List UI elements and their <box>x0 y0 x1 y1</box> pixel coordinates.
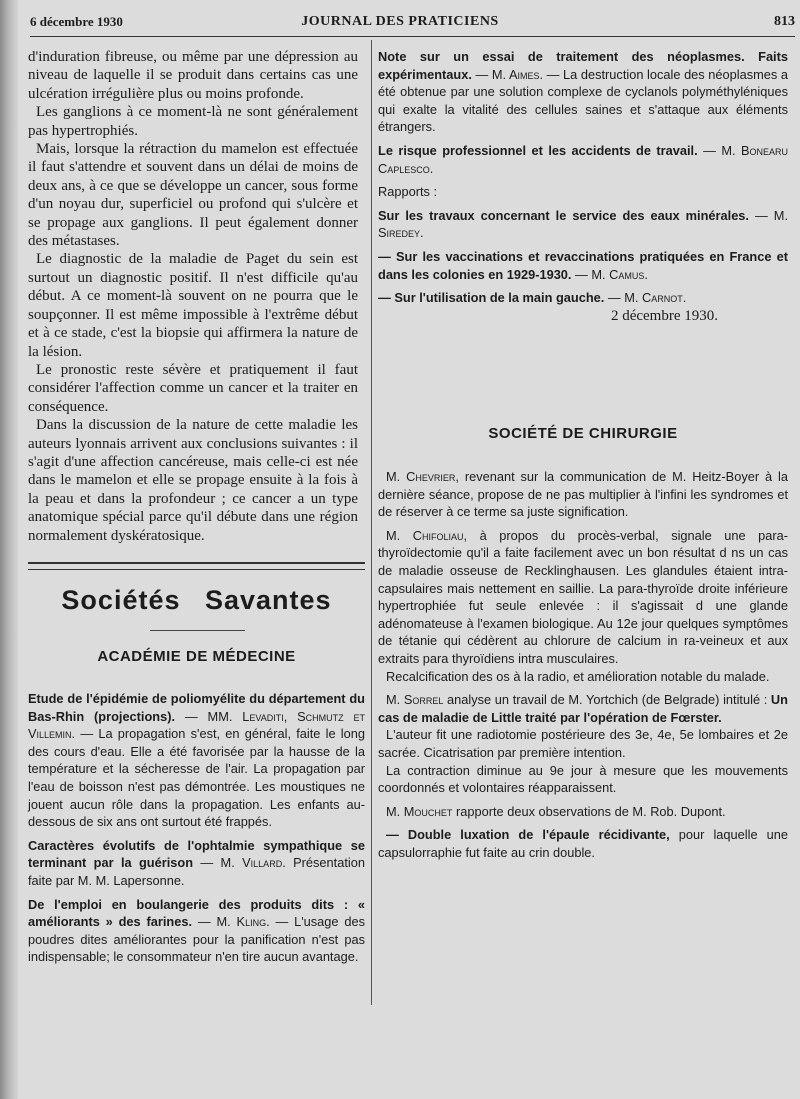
chirurgie-entry <box>378 691 788 726</box>
entry-text: revenant sur la communication de M. Heitz-Boyer à la dernière séance, propose de ne pas multiplier à l'infini les syndromes et de réserver à ce terme sa juste signification. <box>378 469 788 520</box>
entry-authors: M. Sorrel <box>386 692 444 708</box>
title-underline <box>150 630 245 631</box>
section-double-rule <box>28 562 365 570</box>
entry-authors: — M. Kling. <box>192 914 270 930</box>
left-column-article <box>28 48 358 545</box>
entry-authors: — MM. Levaditi, Schmutz et Villemin. <box>28 708 365 742</box>
entry-authors: M. Chevrier, <box>386 469 459 484</box>
header-rule <box>30 36 795 37</box>
note-authors: — M. Bonearu Caplesco. <box>378 142 788 176</box>
academie-entry <box>28 896 365 966</box>
entry-text: rapporte deux observations de M. Rob. Dupont. <box>452 803 726 819</box>
note-title: Le risque professionnel et les accidents de travail. <box>378 142 698 158</box>
header-journal-title: JOURNAL DES PRATICIENS <box>301 14 499 29</box>
chirurgie-entry: Recalcification des os à la radio, et amélioration notable du malade. <box>386 668 770 684</box>
entry-title: Caractères évolutifs de l'ophtalmie sympathique se terminant par la guérison <box>28 837 365 871</box>
entry-title: De l'emploi en boulangerie des produits dits : « améliorants » des farines. <box>28 896 365 930</box>
header-date: 6 décembre 1930 <box>30 14 123 29</box>
societe-chirurgie-heading: SOCIÉTÉ DE CHIRURGIE <box>488 425 678 442</box>
note-authors: — M. Carnot. <box>604 290 687 306</box>
note-title: Note sur un essai de traitement des néoplasmes. Faits expérimentaux. <box>378 49 788 82</box>
chirurgie-entry <box>378 527 788 668</box>
entry-text: analyse un travail de M. Yortchich (de Belgrade) intitulé : <box>443 692 771 708</box>
note-authors: — M. Camus. <box>571 266 648 282</box>
column-divider <box>371 40 372 1005</box>
article-paragraph: Les ganglions à ce moment-là ne sont généralement pas hypertrophiés. <box>28 104 358 139</box>
note-entry <box>378 289 788 307</box>
entry-authors: — M. Villard. <box>193 855 286 871</box>
note-entry <box>378 207 788 242</box>
page-binding-shadow <box>0 0 18 1099</box>
chirurgie-entry: L'auteur fit une radiotomie postérieure des 3e, 4e, 5e lombaires et 2e sacrée. Cicatrisation par première intention. <box>378 727 788 760</box>
entry-title: Un cas de maladie de Little traité par l'opération de Fœrster. <box>378 692 788 725</box>
chirurgie-entry <box>378 468 788 521</box>
chirurgie-entry: La contraction diminue au 9e jour à mesure que les mouvements coordonnés et volontaires réapparaissent. <box>378 762 788 796</box>
page-header <box>30 14 795 36</box>
chirurgie-entry <box>378 826 788 861</box>
academie-entries <box>28 690 365 966</box>
academie-medecine-heading: ACADÉMIE DE MÉDECINE <box>97 648 296 665</box>
societes-savantes-title: Sociétés Savantes <box>61 585 332 615</box>
article-paragraph: Le pronostic reste sévère et pratiquement il faut considérer l'affection comme un cancer et la traiter en conséquence. <box>28 361 358 415</box>
academie-entry <box>28 837 365 890</box>
note-title: — Sur les vaccinations et revaccinations pratiquées en France et dans les colonies en 1929-1930. <box>378 248 788 282</box>
header-page-number: 813 <box>774 14 795 29</box>
article-paragraph: Mais, lorsque la rétraction du mamelon est effectuée il faut s'attendre et souvent dans un délai de moins de deux ans, à ce que se développe un cancer, sous forme d'un noyau dur, superficiel ou profond qui s'ulcère et se propage aux ganglions. Il peut également donner des métastases. <box>28 141 358 250</box>
entry-authors: M. Mouchet <box>386 803 453 819</box>
entry-authors: M. Chifoliau, <box>386 527 468 543</box>
note-entry <box>378 142 788 177</box>
chirurgie-entry <box>378 803 788 821</box>
chirurgie-entries <box>378 468 788 861</box>
entry-text: Présentation faite par M. M. Lapersonne. <box>28 855 365 888</box>
academie-entry <box>28 690 365 831</box>
note-entry <box>378 248 788 283</box>
article-paragraph: Le diagnostic de la maladie de Paget du sein est surtout un diagnostic positif. Il n'est difficile qu'au début. A ce moment-là souvent on ne pourra que le soupçonner. Il est même impossible à l'extrême début et à ce stade, c'est la biopsie qui affirmera la nature de la lésion. <box>28 251 358 360</box>
entry-text: pour laquelle une capsulorraphie fut faite au crin double. <box>378 827 788 860</box>
entry-text: à propos du procès-verbal, signale une para-thyroïdectomie qu'il a faite facilement avec un bon résultat d ns un cas de maladie osseuse de Recklinghausen. Les glandules étaient intra-capsulaires mais nettement en saillie. La para-thyroïde droite inférieure hypertrophiée fut seule enlevée : il s'agissait d une glande adénomateuse à l'examen biologique. Au 12e jour quelques symptômes de tétanie qui cédèrent au chlorure de calcium in ra-veineux et aux extraits para thyroïdiens intra musculaires. <box>378 527 788 666</box>
note-authors: — M. Aimes. <box>471 66 544 82</box>
note-authors: — M. Siredey. <box>378 207 789 241</box>
note-title: — Sur l'utilisation de la main gauche. <box>378 290 605 306</box>
entry-text: — L'usage des poudres dites améliorantes pour la panification n'est pas indispensable; le consommateur n'en tire aucun avantage. <box>28 914 365 965</box>
article-paragraph: d'induration fibreuse, ou même par une dépression au niveau de laquelle il se produit dans certains cas une ulcération irrégulière plus ou moins profonde. <box>28 49 358 102</box>
note-text: — La destruction locale des néoplasmes a été obtenue par une solution complexe de cyclanols polyméthyléniques qui exalte la vitalité des cellules saines et s'attaque aux éléments étrangers. <box>378 66 788 135</box>
rapports-label: Rapports : <box>378 184 438 200</box>
note-entry <box>378 48 788 136</box>
note-title: Sur les travaux concernant le service des eaux minérales. <box>378 207 749 223</box>
report-date: 2 décembre 1930. <box>610 307 718 324</box>
article-paragraph: Dans la discussion de la nature de cette maladie les auteurs lyonnais arrivent aux conclusions suivantes : il s'agit d'une affection cancéreuse, mais celle-ci est née dans le mamelon et elle se propage ensuite à la fois à la peau et dans la profondeur ; ce cancer a un type anatomique spécial parce qu'il débute dans une région normalement dyskératosique. <box>28 417 358 544</box>
entry-title: — Double luxation de l'épaule récidivante, <box>386 827 670 843</box>
entry-title: Etude de l'épidémie de poliomyélite du département du Bas-Rhin (projections). <box>28 691 365 724</box>
entry-text: — La propagation s'est, en général, faite le long des cours d'eau. Elle a été favorisée par la hausse de la température et la sécheresse de l'air. La propagation par l'eau de boisson n'est pas démontrée. Les moustiques ne jouent aucun rôle dans la propagation. Les enfants au-dessous de six ans ont surtout été frappés. <box>28 726 365 830</box>
right-column-notes <box>378 48 788 325</box>
